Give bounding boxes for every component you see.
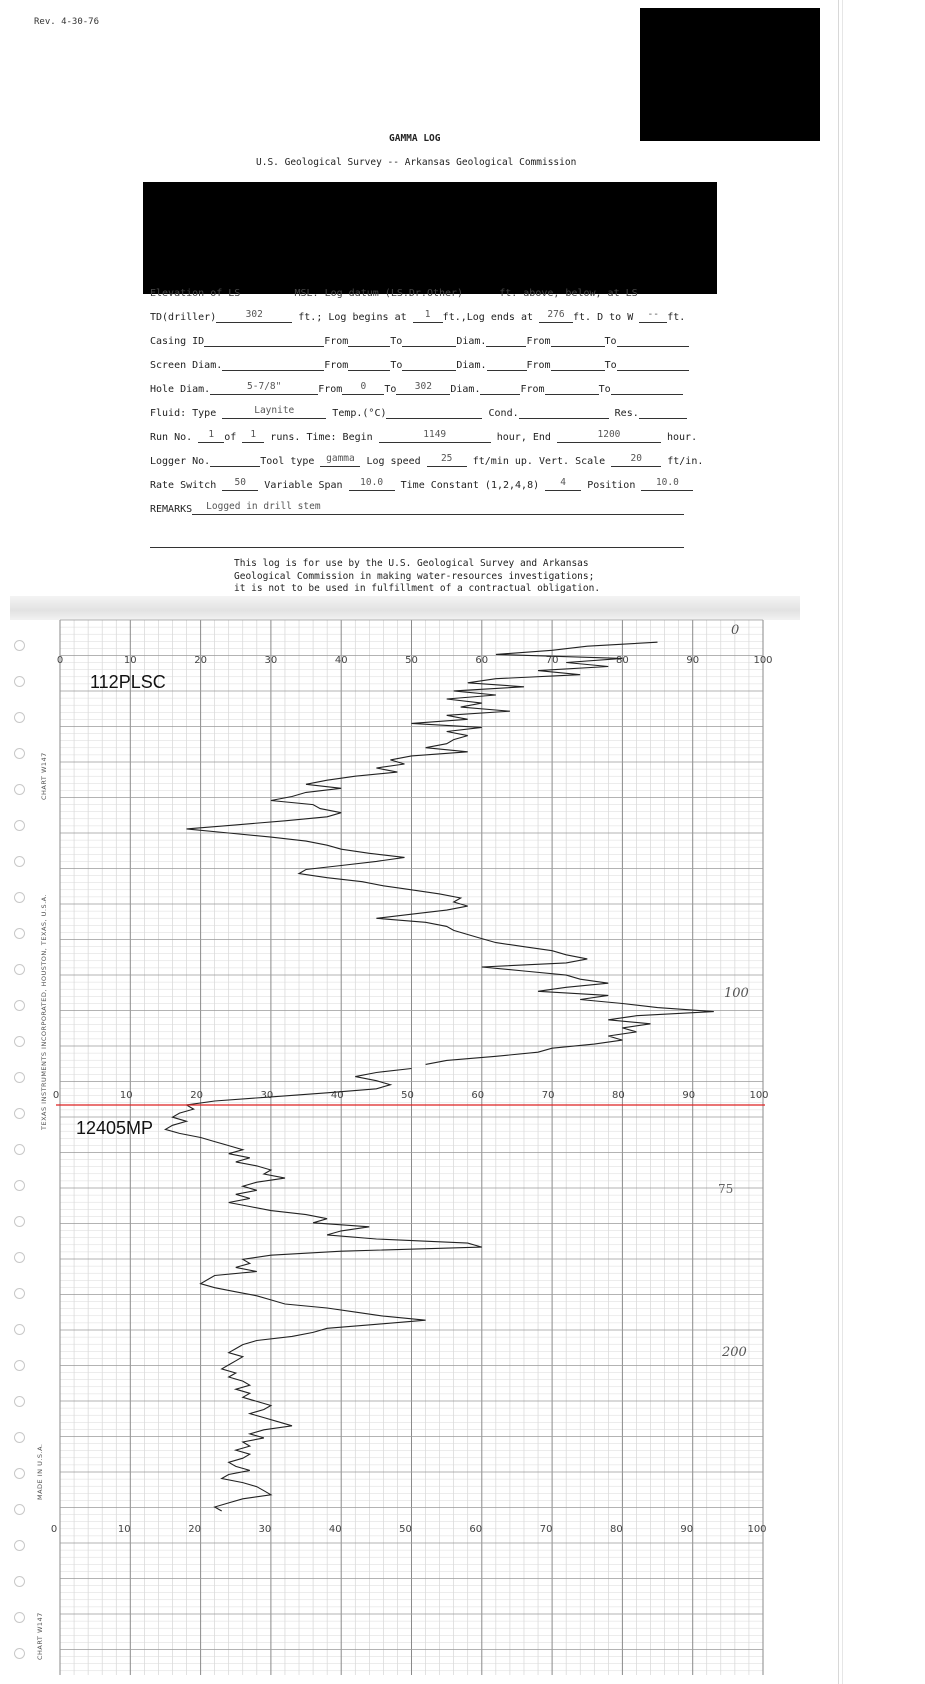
screen-line: Screen Diam. From To Diam. From To [150, 358, 689, 371]
scale-tick-label: 20 [188, 1524, 201, 1535]
disclaimer-line-3: it is not to be used in fulfillment of a contractual obligation. [234, 583, 601, 594]
elevation-line: Elevation of LS _______ MSL. Log datum (LS.Dr.Other) ____ ft. above, below, at LS [150, 288, 638, 298]
scale-tick-label: 70 [541, 1090, 555, 1101]
depth-mark-200: 200 [722, 1345, 747, 1360]
revision-text: Rev. 4-30-76 [34, 17, 100, 27]
manufacturer-text: TEXAS INSTRUMENTS INCORPORATED, HOUSTON, TEXAS, U.S.A. [40, 893, 48, 1130]
scale-tick-label: 70 [539, 1524, 553, 1535]
disclaimer-line-1: This log is for use by the U.S. Geological Survey and Arkansas [234, 558, 589, 569]
depth-mark-0: 0 [731, 623, 740, 638]
gamma-curve-upper [187, 642, 714, 1064]
chart-id-top: CHART W147 [40, 752, 48, 800]
run-line: Run No. 1 of 1 runs. Time: Begin 1149 hour, End 1200 hour. [150, 429, 698, 443]
scale-tick-label: 50 [405, 655, 418, 666]
scale-tick-label: 0 [50, 1524, 58, 1535]
logger-line: Logger No. Tool type gamma Log speed 25 ft/min up. Vert. Scale 20 ft/in. [150, 453, 704, 467]
scale-tick-label: 80 [616, 655, 629, 666]
well-label-upper: 112PLSC [90, 672, 166, 692]
scale-tick-label: 60 [469, 1524, 483, 1535]
scale-tick-label: 100 [749, 1090, 769, 1101]
depth-mark-100: 100 [724, 986, 749, 1001]
gamma-curve-lower [165, 1069, 481, 1512]
scale-tick-label: 30 [258, 1524, 272, 1535]
agency-line: U.S. Geological Survey -- Arkansas Geological Commission [256, 157, 577, 168]
scale-tick-label: 10 [117, 1524, 131, 1535]
scale-tick-label: 90 [680, 1524, 694, 1535]
scale-tick-label: 60 [475, 655, 489, 666]
scale-tick-label: 30 [264, 655, 278, 666]
depth-mark-75: 75 [718, 1182, 734, 1196]
scale-tick-label: 40 [328, 1524, 342, 1535]
casing-line: Casing ID From To Diam. From To [150, 334, 689, 347]
scale-tick-label: 20 [194, 655, 207, 666]
scale-tick-label: 40 [334, 655, 348, 666]
made-in-text: MADE IN U.S.A. [36, 1443, 44, 1500]
chart-id-bottom: CHART W147 [36, 1612, 44, 1660]
scale-tick-label: 40 [330, 1090, 344, 1101]
scale-tick-label: 0 [52, 1090, 60, 1101]
scale-tick-label: 80 [612, 1090, 625, 1101]
scale-tick-label: 70 [545, 655, 559, 666]
disclaimer-line-2: Geological Commission in making water-resources investigations; [234, 570, 595, 582]
scale-tick-label: 50 [401, 1090, 414, 1101]
scale-tick-label: 10 [119, 1090, 133, 1101]
scale-tick-label: 10 [123, 655, 137, 666]
scale-tick-label: 80 [610, 1524, 623, 1535]
document-title: GAMMA LOG [389, 133, 441, 144]
fluid-line: Fluid: Type Laynite Temp.(°C) Cond. Res. [150, 406, 687, 419]
td-line: TD(driller) 302 ft.; Log begins at 1 ft.,Log ends at 276 ft. D to W -- ft. [150, 309, 686, 323]
rate-line: Rate Switch 50 Variable Span 10.0 Time Constant (1,2,4,8) 4 Position 10.0 [150, 478, 693, 491]
scale-tick-label: 100 [747, 1524, 767, 1535]
scale-tick-label: 0 [56, 655, 64, 666]
scale-tick-label: 100 [753, 655, 773, 666]
scale-tick-label: 20 [190, 1090, 203, 1101]
scale-tick-label: 90 [686, 655, 700, 666]
scale-tick-label: 30 [260, 1090, 274, 1101]
remarks-line: REMARKS Logged in drill stem [150, 502, 684, 515]
scale-tick-label: 60 [471, 1090, 485, 1101]
hole-line: Hole Diam. 5-7/8" From 0 To 302 Diam. From To [150, 382, 683, 395]
well-label-lower: 12405MP [76, 1118, 154, 1138]
scale-tick-label: 90 [682, 1090, 696, 1101]
scale-tick-label: 50 [399, 1524, 412, 1535]
